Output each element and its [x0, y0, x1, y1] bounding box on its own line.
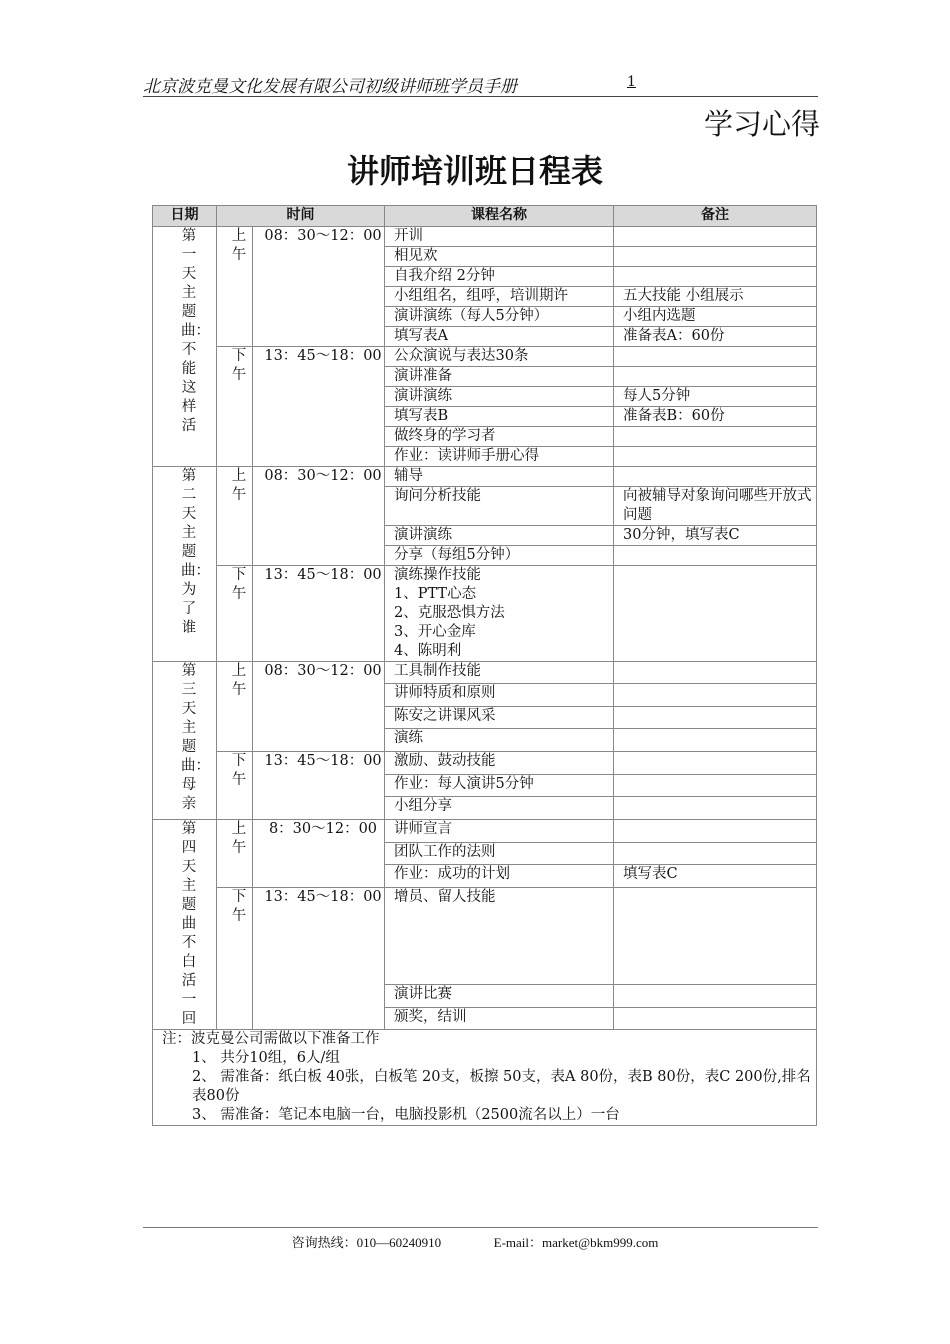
day-label-text: 第一天 主题曲：不能这样活: [181, 228, 210, 434]
page-footer: [0, 1232, 950, 1251]
half-day-text: 上午: [231, 228, 247, 263]
time-range: 08：30～12：00: [253, 662, 385, 752]
time-range: 08：30～12：00: [253, 467, 385, 566]
course-name: 团队工作的法则: [385, 843, 614, 865]
course-name: 演讲演练（每人5分钟）: [385, 307, 614, 327]
course-remark: [614, 447, 817, 467]
time-range: 13：45～18：00: [253, 752, 385, 820]
notes-row: [153, 1030, 817, 1126]
schedule-row: [153, 752, 817, 775]
course-name: 询问分析技能: [385, 487, 614, 526]
course-remark: [614, 1008, 817, 1030]
day-label-text: 第三天 主题曲：母亲: [181, 663, 210, 812]
course-name: 作业：读讲师手册心得: [385, 447, 614, 467]
col-date: 日期: [153, 206, 217, 227]
course-remark: [614, 347, 817, 367]
half-day-label: [217, 820, 253, 888]
course-remark: [614, 662, 817, 684]
page-number: 1: [627, 74, 636, 90]
course-name: 开训: [385, 227, 614, 247]
course-name: 演讲准备: [385, 367, 614, 387]
course-remark: [614, 797, 817, 820]
col-time: 时间: [217, 206, 385, 227]
course-name: 相见欢: [385, 247, 614, 267]
schedule-row: [153, 347, 817, 367]
day-label: [153, 820, 217, 1030]
course-remark: [614, 707, 817, 729]
course-remark: [614, 752, 817, 775]
half-day-label: [217, 752, 253, 820]
course-remark: 准备表B：60份: [614, 407, 817, 427]
course-remark: 向被辅导对象询问哪些开放式问题: [614, 487, 817, 526]
course-remark: [614, 729, 817, 752]
footer-hotline: 咨询热线：010—60240910: [291, 1235, 442, 1250]
course-name: 公众演说与表达30条: [385, 347, 614, 367]
course-name: 工具制作技能: [385, 662, 614, 684]
half-day-text: 上午: [231, 663, 247, 698]
notes-head: 注：波克曼公司需做以下准备工作: [162, 1031, 380, 1047]
course-name: 做终身的学习者: [385, 427, 614, 447]
course-remark: [614, 267, 817, 287]
col-remark: 备注: [614, 206, 817, 227]
course-name: 小组组名，组呼，培训期许: [385, 287, 614, 307]
course-remark: [614, 367, 817, 387]
half-day-text: 下午: [231, 889, 247, 924]
time-range: 8：30～12：00: [253, 820, 385, 888]
course-name: 填写表B: [385, 407, 614, 427]
half-day-text: 上午: [231, 468, 247, 503]
course-name: 演讲演练: [385, 387, 614, 407]
half-day-label: [217, 888, 253, 1030]
course-remark: [614, 985, 817, 1008]
course-remark: [614, 467, 817, 487]
course-name: 作业：成功的计划: [385, 865, 614, 888]
half-day-text: 下午: [231, 348, 247, 383]
footer-rule: [143, 1227, 818, 1228]
time-range: 08：30～12：00: [253, 227, 385, 347]
course-remark: [614, 427, 817, 447]
day-label-text: 第四天主题曲不白活一回: [181, 821, 197, 1027]
half-day-label: [217, 662, 253, 752]
schedule-body: [153, 227, 817, 1030]
course-remark: [614, 227, 817, 247]
course-name: 增员、留人技能: [385, 888, 614, 985]
course-name: 讲师特质和原则: [385, 684, 614, 707]
section-title: 学习心得: [703, 107, 820, 141]
day-label: [153, 227, 217, 467]
course-remark: [614, 843, 817, 865]
schedule-row: [153, 820, 817, 843]
course-name: 演练操作技能 1、PTT心态 2、克服恐惧方法 3、开心金库 4、陈明利: [385, 566, 614, 662]
course-remark: [614, 775, 817, 797]
schedule-table: [152, 205, 817, 1126]
note-item: 2、 需准备：纸白板 40张，白板笔 20支，板擦 50支，表A 80份，表B 80份，表C 200份,排名表80份: [192, 1069, 811, 1104]
half-day-text: 下午: [231, 753, 247, 788]
half-day-label: [217, 566, 253, 662]
course-remark: 30分钟，填写表C: [614, 526, 817, 546]
table-header-row: [153, 206, 817, 227]
course-remark: [614, 820, 817, 843]
course-remark: [614, 684, 817, 707]
course-name: 演练: [385, 729, 614, 752]
time-range: 13：45～18：00: [253, 347, 385, 467]
course-name: 讲师宣言: [385, 820, 614, 843]
half-day-label: [217, 227, 253, 347]
course-remark: 小组内选题: [614, 307, 817, 327]
schedule-row: [153, 227, 817, 247]
course-remark: 五大技能 小组展示: [614, 287, 817, 307]
schedule-row: [153, 467, 817, 487]
course-name: 填写表A: [385, 327, 614, 347]
half-day-text: 下午: [231, 567, 247, 602]
schedule-row: [153, 662, 817, 684]
schedule-row: [153, 566, 817, 662]
document-title: 讲师培训班日程表: [346, 152, 603, 190]
course-remark: 每人5分钟: [614, 387, 817, 407]
course-name: 辅导: [385, 467, 614, 487]
course-remark: [614, 888, 817, 985]
course-remark: [614, 566, 817, 662]
course-name: 小组分享: [385, 797, 614, 820]
note-item: 1、 共分10组，6人/组: [192, 1050, 340, 1066]
day-label: [153, 662, 217, 820]
time-range: 13：45～18：00: [253, 888, 385, 1030]
course-name: 自我介绍 2分钟: [385, 267, 614, 287]
note-item: 3、 需准备：笔记本电脑一台，电脑投影机（2500流名以上）一台: [192, 1107, 620, 1123]
course-name: 分享（每组5分钟）: [385, 546, 614, 566]
half-day-text: 上午: [231, 821, 247, 856]
course-remark: 准备表A：60份: [614, 327, 817, 347]
day-label: [153, 467, 217, 662]
course-name: 演讲比赛: [385, 985, 614, 1008]
schedule-row: [153, 888, 817, 985]
course-name: 颁奖，结训: [385, 1008, 614, 1030]
course-remark: 填写表C: [614, 865, 817, 888]
course-remark: [614, 546, 817, 566]
half-day-label: [217, 347, 253, 467]
time-range: 13：45～18：00: [253, 566, 385, 662]
course-name: 作业：每人演讲5分钟: [385, 775, 614, 797]
col-course: 课程名称: [385, 206, 614, 227]
course-name: 陈安之讲课风采: [385, 707, 614, 729]
notes-cell: [153, 1030, 817, 1126]
course-name: 激励、鼓动技能: [385, 752, 614, 775]
header-title: 北京波克曼文化发展有限公司初级讲师班学员手册: [143, 77, 517, 97]
footer-email: E-mail：market@bkm999.com: [493, 1235, 659, 1250]
page-header: [143, 70, 818, 97]
half-day-label: [217, 467, 253, 566]
course-remark: [614, 247, 817, 267]
day-label-text: 第二天主题曲：为了谁: [181, 468, 210, 636]
course-name: 演讲演练: [385, 526, 614, 546]
